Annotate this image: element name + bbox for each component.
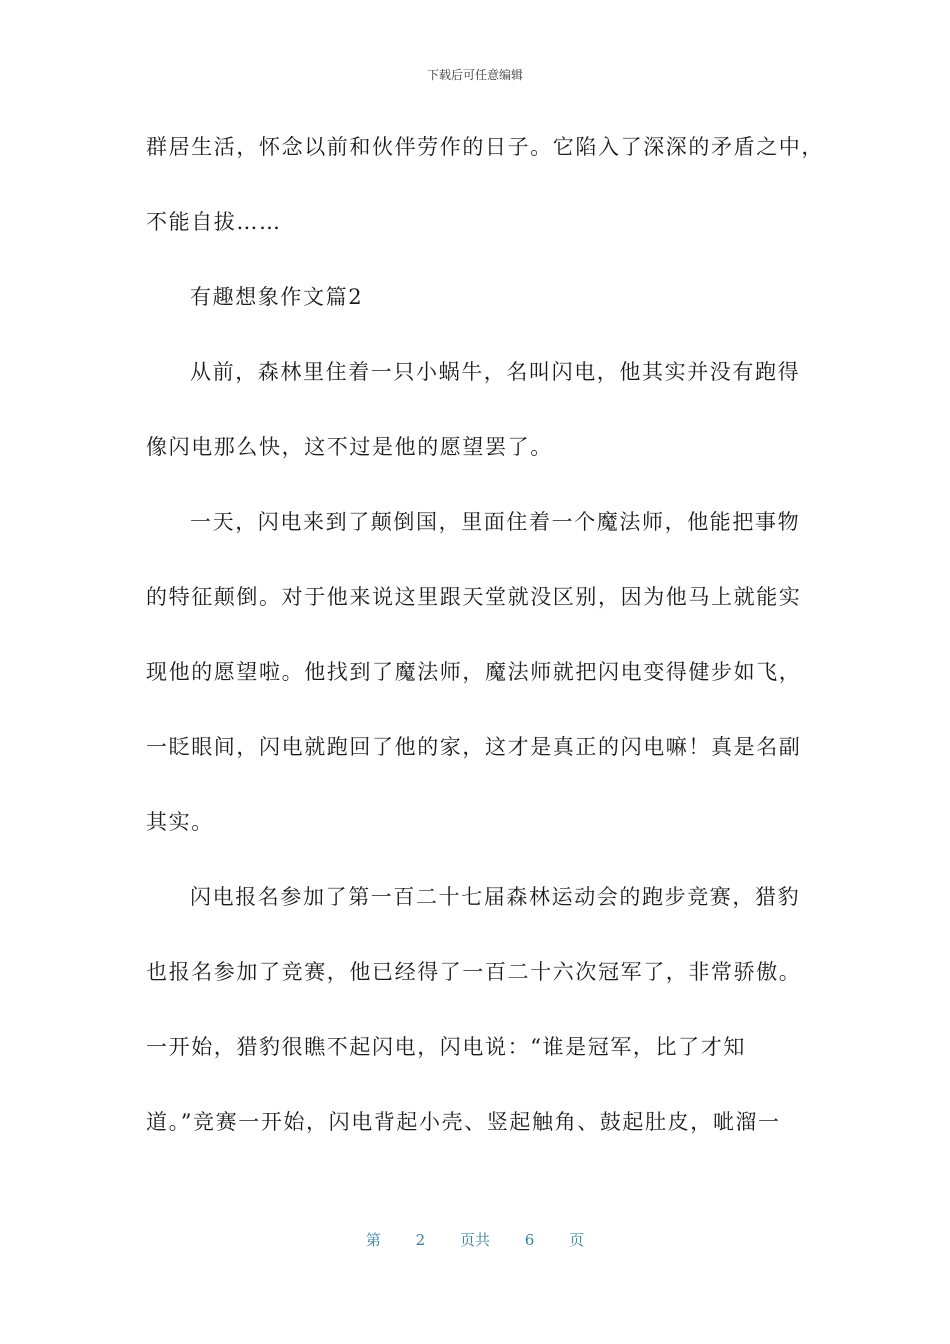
body-line: 一天，闪电来到了颠倒国，里面住着一个魔法师，他能把事物 xyxy=(190,510,801,534)
footer-current-page: 2 xyxy=(415,1231,426,1249)
page-header: 下载后可任意编辑 xyxy=(426,68,523,82)
body-line: 闪电报名参加了第一百二十七届森林运动会的跑步竞赛，猎豹 xyxy=(190,885,801,909)
footer-middle: 页共 xyxy=(459,1231,490,1249)
footer-total-pages: 6 xyxy=(524,1231,535,1249)
body-line: 一开始，猎豹很瞧不起闪电，闪电说：“谁是冠军，比了才知 xyxy=(146,1035,746,1059)
body-line: 也报名参加了竞赛，他已经得了一百二十六次冠军了，非常骄傲。 xyxy=(146,960,802,984)
section-heading: 有趣想象作文篇2 xyxy=(190,285,364,309)
body-line: 其实。 xyxy=(146,810,214,834)
body-line: 从前，森林里住着一只小蜗牛，名叫闪电，他其实并没有跑得 xyxy=(190,360,801,384)
body-line: 群居生活，怀念以前和伙伴劳作的日子。它陷入了深深的矛盾之中， xyxy=(146,135,824,159)
body-line: 道。”竞赛一开始，闪电背起小壳、竖起触角、鼓起肚皮，呲溜一 xyxy=(146,1110,781,1134)
footer-suffix: 页 xyxy=(569,1231,585,1249)
body-line: 不能自拔…… xyxy=(146,210,282,234)
body-line: 现他的愿望啦。他找到了魔法师，魔法师就把闪电变得健步如飞， xyxy=(146,660,802,684)
footer-prefix: 第 xyxy=(365,1231,381,1249)
body-line: 像闪电那么快，这不过是他的愿望罢了。 xyxy=(146,435,553,459)
page-footer xyxy=(0,1229,950,1250)
body-line: 一眨眼间，闪电就跑回了他的家，这才是真正的闪电嘛！真是名副 xyxy=(146,735,802,759)
body-line: 的特征颠倒。对于他来说这里跟天堂就没区别，因为他马上就能实 xyxy=(146,585,802,609)
